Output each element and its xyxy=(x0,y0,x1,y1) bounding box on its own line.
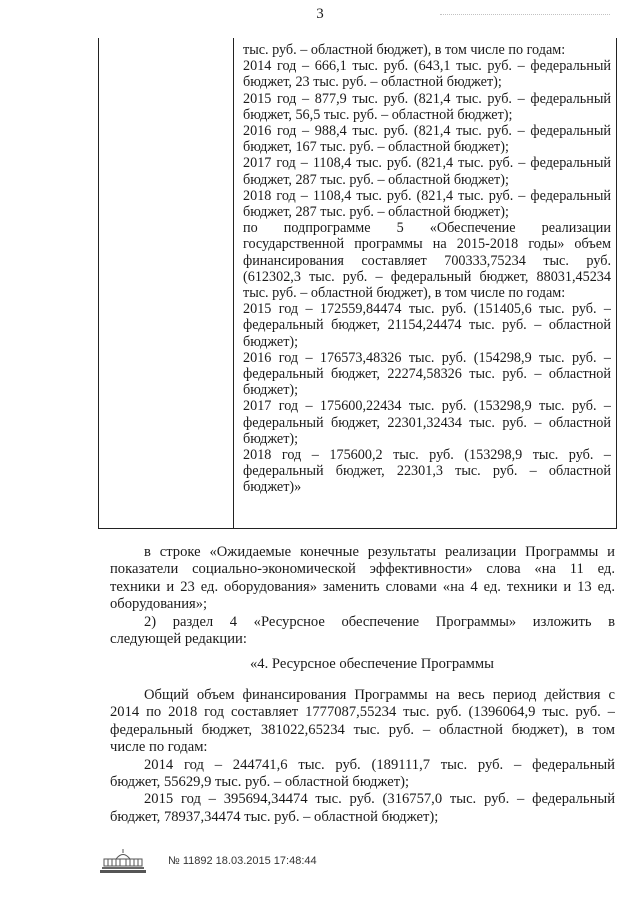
table-line: федеральный бюджет, 22301,3 тыс. руб. – областной xyxy=(243,463,611,480)
table-line: бюджет); xyxy=(243,333,299,350)
amendment-paragraph xyxy=(110,544,615,648)
paragraph-line: бюджет, 78937,34474 тыс. руб. – областной бюджет); xyxy=(110,808,439,825)
table-cell-financing xyxy=(243,42,611,496)
financing-paragraph xyxy=(110,687,615,826)
table-line: федеральный бюджет, 22301,32434 тыс. руб. – областной xyxy=(243,414,611,431)
table-line: 2017 год – 175600,22434 тыс. руб. (153298,9 тыс. руб. – xyxy=(243,398,611,415)
paragraph-line: техники и 23 ед. оборудования» заменить словами «на 4 ед. техники и 13 ед. xyxy=(110,578,615,595)
document-stamp: № 11892 18.03.2015 17:48:44 xyxy=(168,855,317,867)
table-line: тыс. руб. – областной бюджет), в том числе по годам: xyxy=(243,285,566,302)
paragraph-line: 2) раздел 4 «Ресурсное обеспечение Программы» изложить в xyxy=(144,613,615,630)
table-line: бюджет)» xyxy=(243,479,302,496)
table-line: 2015 год – 877,9 тыс. руб. (821,4 тыс. руб. – федеральный xyxy=(243,90,611,107)
paragraph-line: оборудования»; xyxy=(110,596,208,613)
table-line: 2018 год – 1108,4 тыс. руб. (821,4 тыс. руб. – федеральный xyxy=(243,187,611,204)
table-line: тыс. руб. – областной бюджет), в том числе по годам: xyxy=(243,42,566,58)
table-line: (612302,3 тыс. руб. – федеральный бюджет, 88031,45234 xyxy=(243,268,611,285)
paragraph-line: бюджет, 55629,9 тыс. руб. – областной бюджет); xyxy=(110,774,410,791)
paragraph-line: 2015 год – 395694,34474 тыс. руб. (316757,0 тыс. руб. – федеральный xyxy=(144,791,615,808)
paragraph-line: Общий объем финансирования Программы на весь период действия с xyxy=(144,687,615,703)
table-line: по подпрограмме 5 «Обеспечение реализации xyxy=(243,220,611,237)
paragraph-line: в строке «Ожидаемые конечные результаты реализации Программы и xyxy=(144,544,615,560)
paragraph-line: числе по годам: xyxy=(110,739,208,756)
table-line: 2017 год – 1108,4 тыс. руб. (821,4 тыс. руб. – федеральный xyxy=(243,155,611,172)
table-line: финансирования составляет 700333,75234 тыс. руб. xyxy=(243,252,611,269)
table-line: бюджет); xyxy=(243,430,299,447)
document-footer xyxy=(98,846,317,876)
paragraph-line: показатели социально-экономической эффективности» слова «на 11 ед. xyxy=(110,561,615,578)
paragraph-line: следующей редакции: xyxy=(110,631,247,648)
table-line: 2015 год – 172559,84474 тыс. руб. (151405,6 тыс. руб. – xyxy=(243,301,611,318)
program-table xyxy=(98,38,617,529)
table-line: государственной программы на 2015-2018 годы» объем xyxy=(243,236,611,253)
table-line: федеральный бюджет, 21154,24474 тыс. руб. – областной xyxy=(243,317,611,334)
table-line: бюджет, 287 тыс. руб. – областной бюджет); xyxy=(243,171,509,188)
paragraph-line: 2014 по 2018 год составляет 1777087,55234 тыс. руб. (1396064,9 тыс. руб. – xyxy=(110,704,615,721)
table-column-divider xyxy=(233,38,234,528)
table-line: 2018 год – 175600,2 тыс. руб. (153298,9 тыс. руб. – xyxy=(243,447,611,464)
parliament-building-icon xyxy=(98,847,148,875)
table-line: 2016 год – 988,4 тыс. руб. (821,4 тыс. руб. – федеральный xyxy=(243,123,611,140)
paragraph-line: 2014 год – 244741,6 тыс. руб. (189111,7 тыс. руб. – федеральный xyxy=(144,756,615,773)
table-line: бюджет); xyxy=(243,382,299,399)
table-line: федеральный бюджет, 22274,58326 тыс. руб. – областной xyxy=(243,366,611,383)
table-line: бюджет, 167 тыс. руб. – областной бюджет); xyxy=(243,139,509,156)
table-line: бюджет, 56,5 тыс. руб. – областной бюджет); xyxy=(243,106,513,123)
table-line: 2014 год – 666,1 тыс. руб. (643,1 тыс. руб. – федеральный xyxy=(243,58,611,75)
table-line: бюджет, 287 тыс. руб. – областной бюджет); xyxy=(243,204,509,221)
table-line: 2016 год – 176573,48326 тыс. руб. (154298,9 тыс. руб. – xyxy=(243,349,611,366)
table-line: бюджет, 23 тыс. руб. – областной бюджет); xyxy=(243,74,502,91)
paragraph-line: федеральный бюджет, 381022,65234 тыс. руб. – областной бюджет), в том xyxy=(110,721,615,738)
page-number: 3 xyxy=(316,6,324,22)
section-heading: «4. Ресурсное обеспечение Программы xyxy=(250,656,494,672)
scan-artifact xyxy=(440,14,610,17)
